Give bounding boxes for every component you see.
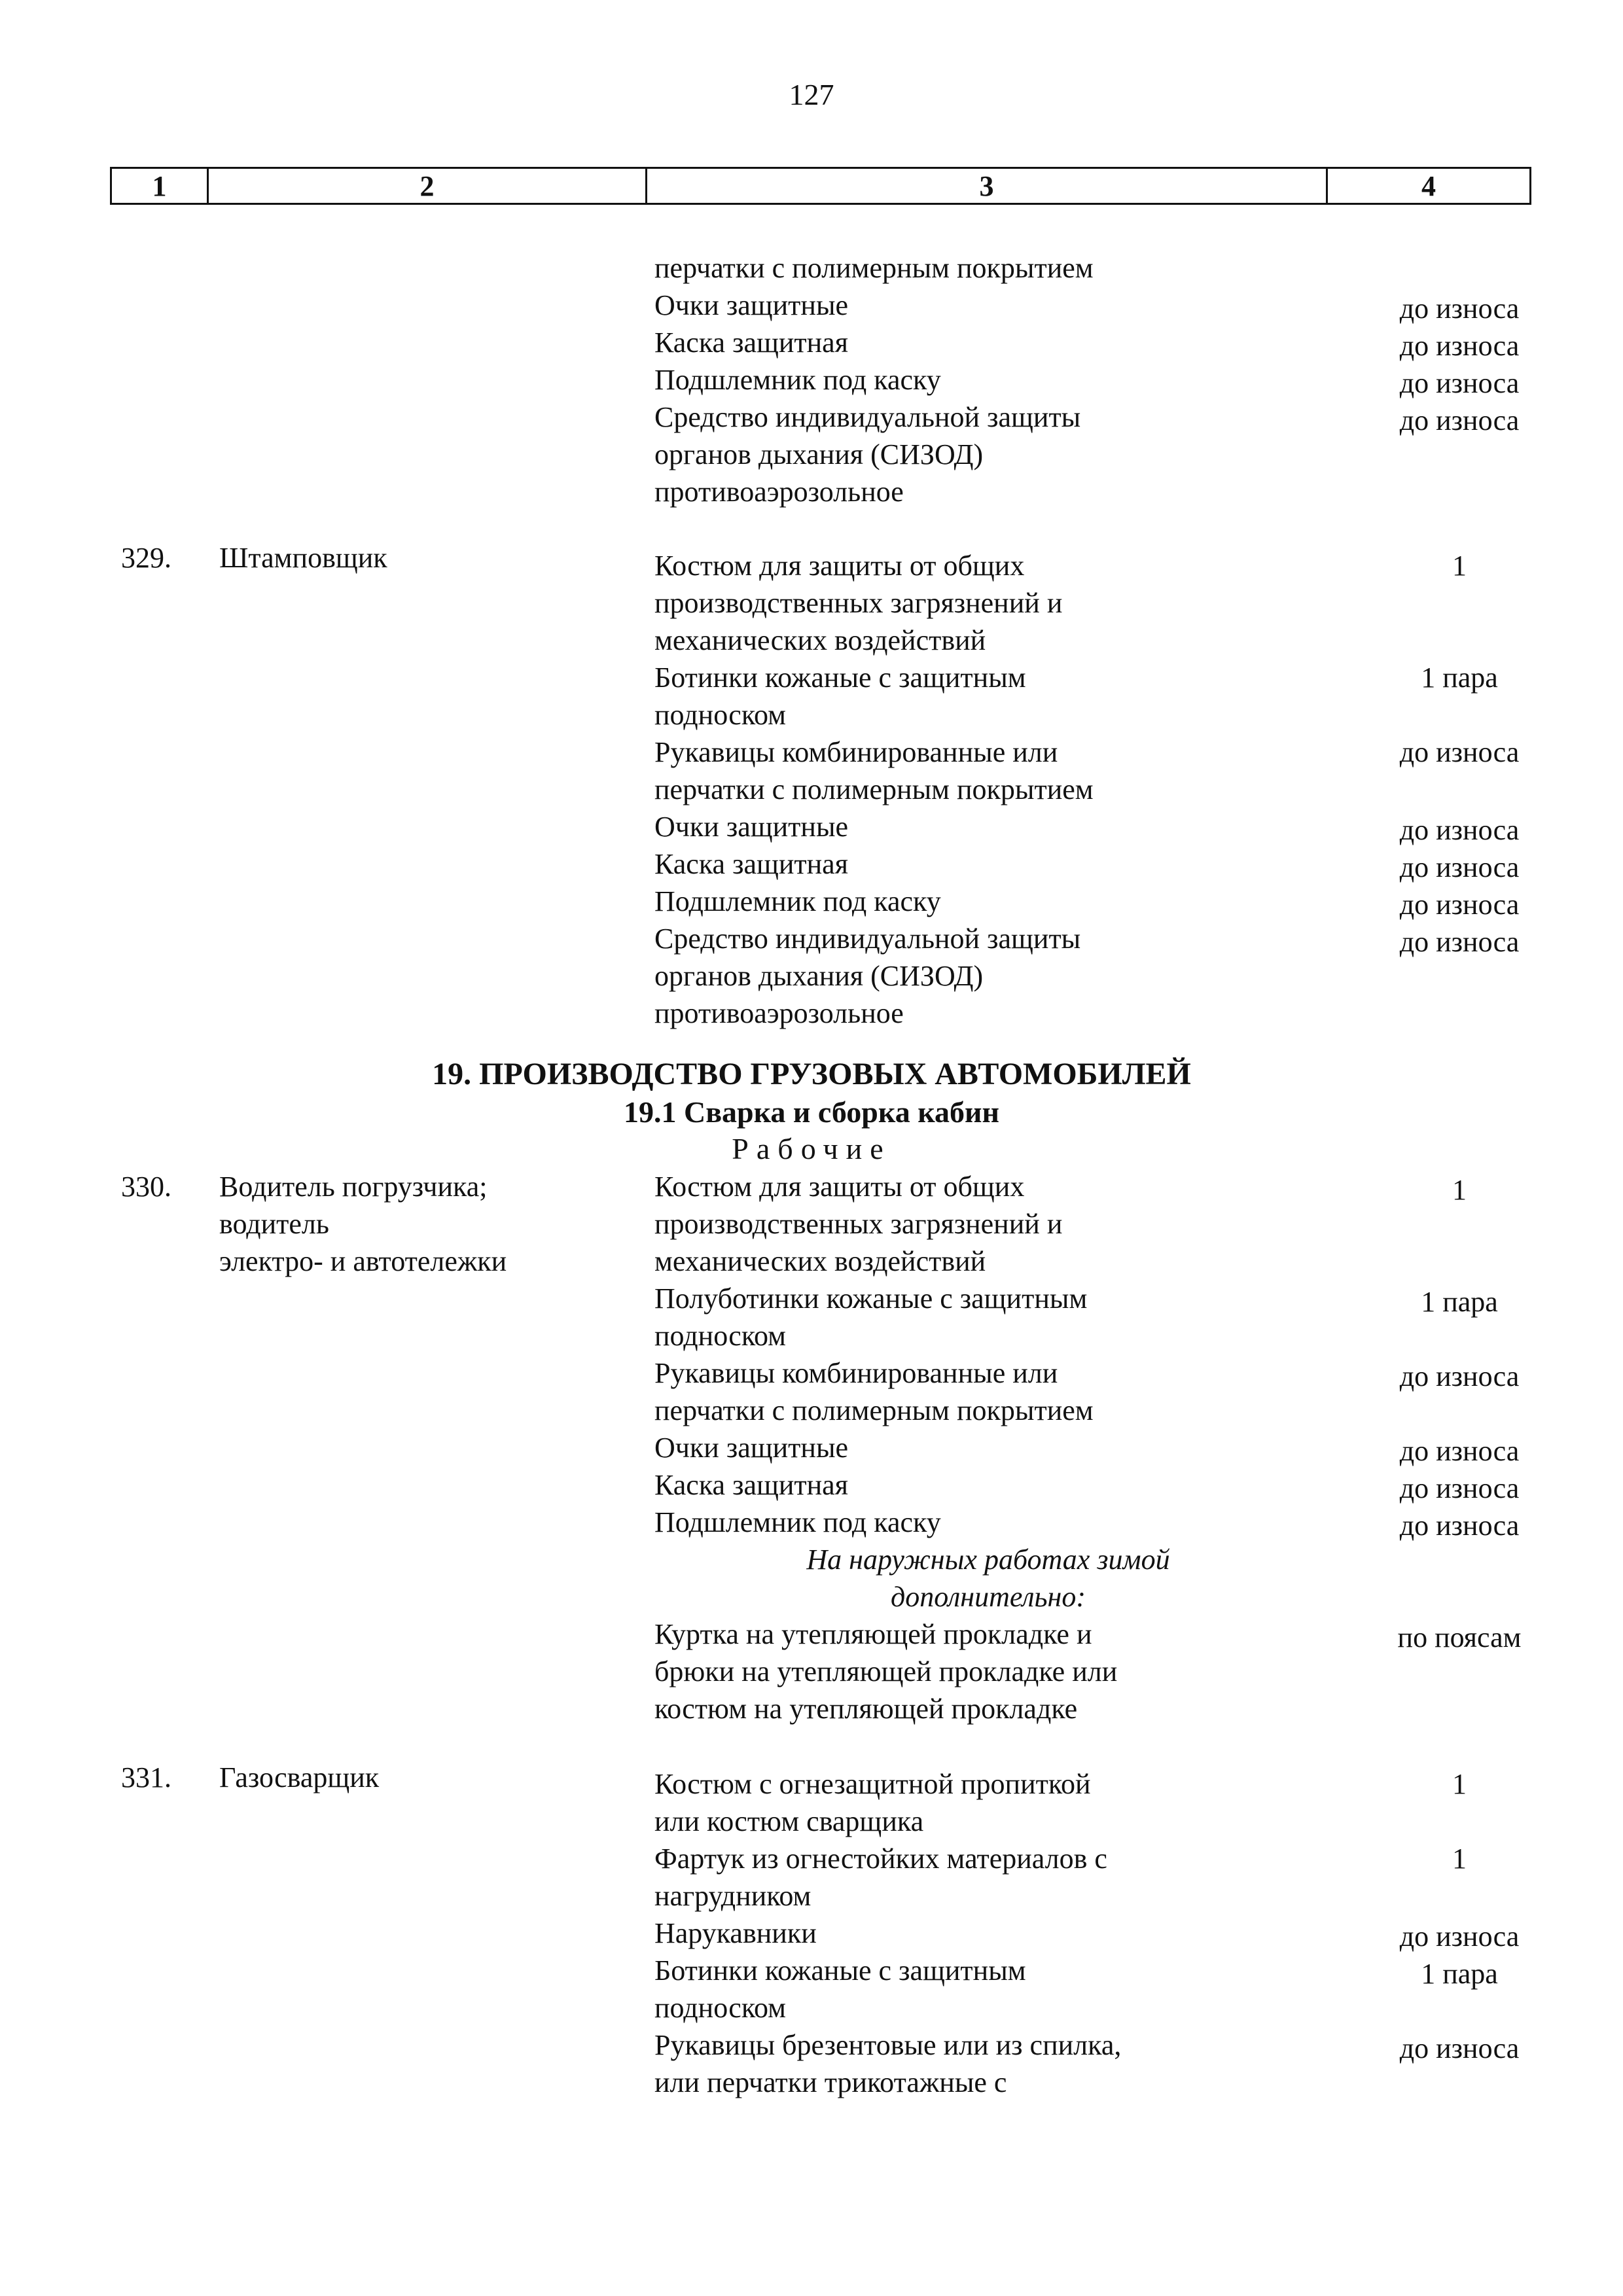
norm-value: до износа	[1399, 736, 1520, 768]
norm-value: 1 пара	[1421, 662, 1498, 694]
norm-value: до износа	[1399, 330, 1520, 362]
ppe-item: Каска защитная	[654, 848, 848, 880]
ppe-item: Подшлемник под каску	[654, 885, 941, 917]
column-3-header: 3	[647, 169, 1328, 203]
ppe-item: Рукавицы комбинированные или	[654, 1357, 1058, 1389]
ppe-item: механических воздействий	[654, 1245, 986, 1277]
ppe-item: нагрудником	[654, 1880, 812, 1912]
ppe-item: Очки защитные	[654, 1432, 849, 1464]
job-title: Газосварщик	[219, 1761, 380, 1793]
norm-value: до износа	[1399, 851, 1520, 883]
norm-value: до износа	[1399, 926, 1520, 958]
ppe-item: или костюм сварщика	[654, 1805, 924, 1837]
norm-value: до износа	[1399, 292, 1520, 325]
column-1-header: 1	[112, 169, 209, 203]
ppe-item: противоаэрозольное	[654, 476, 904, 508]
norm-value: до износа	[1399, 2032, 1520, 2064]
ppe-item: брюки на утепляющей прокладке или	[654, 1655, 1118, 1687]
norm-value: до износа	[1399, 1360, 1520, 1392]
ppe-item: Костюм для защиты от общих	[654, 550, 1025, 582]
note: На наружных работах зимой	[806, 1544, 1170, 1576]
ppe-item: органов дыхания (СИЗОД)	[654, 438, 984, 470]
ppe-item: производственных загрязнений и	[654, 1208, 1063, 1240]
ppe-item: перчатки с полимерным покрытием	[654, 252, 1094, 284]
ppe-item: Каска защитная	[654, 327, 848, 359]
ppe-item: перчатки с полимерным покрытием	[654, 1394, 1094, 1426]
job-title: водитель	[219, 1208, 329, 1240]
ppe-item: костюм на утепляющей прокладке	[654, 1693, 1078, 1725]
job-title: Водитель погрузчика;	[219, 1171, 488, 1203]
norm-value: до износа	[1399, 404, 1520, 436]
norm-value: до износа	[1399, 1472, 1520, 1504]
row-number: 329.	[121, 542, 171, 574]
norm-value: 1	[1452, 1768, 1467, 1800]
norm-value: до износа	[1399, 814, 1520, 846]
norm-value: 1	[1452, 1843, 1467, 1875]
ppe-item: органов дыхания (СИЗОД)	[654, 960, 984, 992]
ppe-item: Полуботинки кожаные с защитным	[654, 1282, 1088, 1315]
ppe-item: производственных загрязнений и	[654, 587, 1063, 619]
ppe-item: Фартук из огнестойких материалов с	[654, 1843, 1107, 1875]
ppe-item: Каска защитная	[654, 1469, 848, 1501]
ppe-item: подноском	[654, 1320, 786, 1352]
category-label: Рабочие	[732, 1132, 891, 1165]
ppe-item: Очки защитные	[654, 289, 849, 321]
norm-value: 1 пара	[1421, 1286, 1498, 1318]
ppe-item: подноском	[654, 699, 786, 731]
norm-value: до износа	[1399, 367, 1520, 399]
section-title: 19. ПРОИЗВОДСТВО ГРУЗОВЫХ АВТОМОБИЛЕЙ	[432, 1057, 1191, 1091]
ppe-item: или перчатки трикотажные с	[654, 2066, 1007, 2098]
norm-value: 1	[1452, 550, 1467, 582]
ppe-item: Ботинки кожаные с защитным	[654, 662, 1026, 694]
page-number: 127	[789, 78, 834, 111]
ppe-item: подноском	[654, 1992, 786, 2024]
table-column-header	[110, 167, 1531, 205]
ppe-item: Средство индивидуальной защиты	[654, 923, 1081, 955]
ppe-item: Костюм с огнезащитной пропиткой	[654, 1768, 1091, 1800]
row-number: 331.	[121, 1761, 171, 1793]
ppe-item: Куртка на утепляющей прокладке и	[654, 1618, 1092, 1650]
ppe-item: механических воздействий	[654, 624, 986, 656]
ppe-item: Ботинки кожаные с защитным	[654, 1954, 1026, 1987]
norm-value: 1	[1452, 1174, 1467, 1206]
norm-value: до износа	[1399, 1920, 1520, 1952]
ppe-item: Костюм для защиты от общих	[654, 1171, 1025, 1203]
ppe-item: Очки защитные	[654, 811, 849, 843]
ppe-item: Подшлемник под каску	[654, 1506, 941, 1538]
note: дополнительно:	[890, 1581, 1086, 1613]
column-4-header: 4	[1421, 169, 1436, 202]
ppe-item: Рукавицы брезентовые или из спилка,	[654, 2029, 1122, 2061]
ppe-item: перчатки с полимерным покрытием	[654, 773, 1094, 805]
ppe-item: Средство индивидуальной защиты	[654, 401, 1081, 433]
norm-value: до износа	[1399, 1510, 1520, 1542]
job-title: Штамповщик	[219, 542, 387, 574]
job-title: электро- и автотележки	[219, 1245, 507, 1277]
ppe-item: Нарукавники	[654, 1917, 817, 1949]
ppe-item: противоаэрозольное	[654, 997, 904, 1029]
norm-value: до износа	[1399, 1435, 1520, 1467]
norm-value: до износа	[1399, 889, 1520, 921]
ppe-item: Подшлемник под каску	[654, 364, 941, 396]
subsection-title: 19.1 Сварка и сборка кабин	[623, 1095, 1000, 1129]
ppe-item: Рукавицы комбинированные или	[654, 736, 1058, 768]
row-number: 330.	[121, 1171, 171, 1203]
column-2-header: 2	[209, 169, 647, 203]
norm-value: по поясам	[1397, 1621, 1522, 1653]
norm-value: 1 пара	[1421, 1958, 1498, 1990]
